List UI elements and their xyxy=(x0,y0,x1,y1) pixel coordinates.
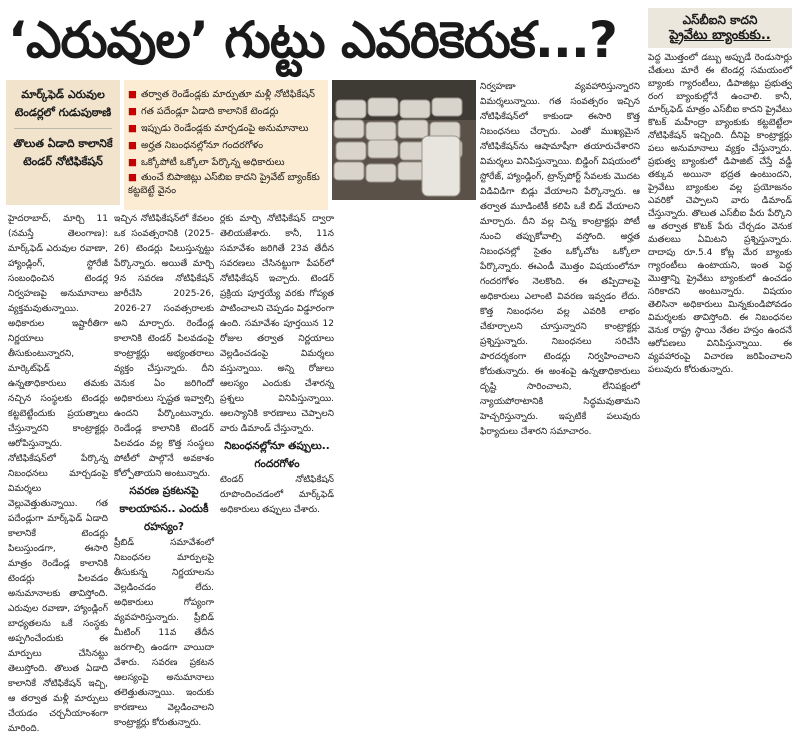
sidebar-article xyxy=(648,8,792,502)
headline: ‘ఎరువుల’ గుట్టు ఎవరికెరుక...? xyxy=(8,11,617,69)
kicker-divider xyxy=(14,128,112,129)
highlight-item xyxy=(128,103,324,120)
highlight-item xyxy=(128,120,324,137)
highlight-item xyxy=(128,171,324,197)
highlight-item xyxy=(128,154,324,171)
sidebar-body: పెద్ద మొత్తంలో డబ్బు అప్పుడే రెండుసార్లు చేతులు మారే ఈ టెండర్ల సమయంలో బ్యాంకు గ్యారంటీలు, డిపాజిట్లు ప్రభుత్వ రంగ బ్యాంకుల్లోనే ఉంచాలి. కానీ, మార్క్‌ఫెడ్ మాత్రం ఎస్‌బీఐ కాదని ప్రైవేటు కొటక్ మహీంద్రా బ్యాంకుకు కట్టబెట్టేలా నోటిఫికేషన్ ఇచ్చింది. దీనిపై కాంట్రాక్టర్లు పలు అనుమానాలు వ్యక్తం చేస్తున్నారు. ప్రభుత్వ బ్యాంకులో డిపాజిట్ చేస్తే వడ్డీ తక్కువ అయినా భద్రత ఉంటుందని, ప్రైవేటు బ్యాంకుల వల్ల ప్రయోజనం ఎవరికో చెప్పాలని వారు డిమాండ్ చేస్తున్నారు. తొలుత ఎస్‌బీఐ పేరు పేర్కొని ఆ తర్వాత కొటక్ పేరు చేర్చడం వెనుక మతలబు ఏమిటని ప్రశ్నిస్తున్నారు. దాదాపు రూ.5.4 కోట్ల మేర బ్యాంకు గ్యారంటీలు ఉంటాయని, ఇంత పెద్ద మొత్తాన్ని ప్రైవేటు బ్యాంకులో ఉంచడం సరికాదని అంటున్నారు. విషయం తెలిసినా అధికారులు మిన్నకుండిపోవడం విమర్శలకు తావిస్తోంది. ఈ నిబంధనల వెనుక రాష్ట్ర స్థాయి నేతల హస్తం ఉందనే ఆరోపణలు వినిపిస్తున్నాయి. ఈ వ్యవహారంపై విచారణ జరిపించాలని పలువురు కోరుతున్నారు. xyxy=(648,53,792,375)
highlight-text: గత పదేండ్లూ ఏడాది కాలానికే టెండర్లు xyxy=(140,106,279,117)
bullet-icon: ■ xyxy=(128,106,137,117)
bullet-icon: ■ xyxy=(128,172,137,183)
column-2-text: ఇచ్చిన నోటిఫికేషన్‌లో కేవలం ఒక సంవత్సరానికి (2025-26) టెండర్లు పిలుస్తున్నట్టు పేర్కొన్నారు. అయితే మార్చి 9న సవరణ నోటిఫికేషన్ జారీచేసి 2025-26, 2026-27 సంవత్సరాలకు అని మార్చారు. రెండేండ్ల కాలానికి టెండర్ పిలవడంపై కాంట్రాక్టర్లు అభ్యంతరాలు వ్యక్తం చేస్తున్నారు. దీని వెనుక ఏం జరిగిందో అధికారులు స్పష్టత ఇవ్వాల్సి ఉందని పేర్కొంటున్నారు. రెండేండ్ల కాలానికి టెండర్ పిలవడం వల్ల కొత్త సంస్థలు పోటీలో పాల్గొనే అవకాశం కోల్పోతాయని అంటున్నారు. xyxy=(114,214,214,479)
highlight-text: ఇప్పుడు రెండేండ్లకు మార్చడంపై అనుమానాలు xyxy=(140,123,309,134)
article-column-1: హైదరాబాద్, మార్చి 11 (నమస్తే తెలంగాణ): మార్క్‌ఫెడ్ ఎరువుల రవాణా, హ్యాండ్లింగ్, స్టోరేజీ సంబంధించిన టెండర్ల నిర్వహణపై అనుమానాలు వ్యక్తమవుతున్నాయి. అధికారుల ఇష్టారీతిగా నిర్ణయాలు తీసుకుంటున్నారని, మార్కెట్‌ఫెడ్ ఉన్నతాధికారులు తమకు నచ్చిన సంస్థలకు టెండర్లు కట్టబెట్టేందుకు ప్రయత్నాలు చేస్తున్నారని కాంట్రాక్టర్లు ఆరోపిస్తున్నారు. నోటిఫికేషన్‌లో పేర్కొన్న నిబంధనలు మార్చడంపై విమర్శలు వెల్లువెత్తుతున్నాయి. గత పదేండ్లుగా మార్క్‌ఫెడ్ ఏడాది కాలానికే టెండర్లు పిలుస్తుండగా, ఈసారి మాత్రం రెండేండ్ల కాలానికి టెండర్లు పిలవడం అనుమానాలకు తావిస్తోంది. ఎరువుల రవాణా, హ్యాండ్లింగ్ బాధ్యతలను ఒకే సంస్థకు అప్పగించేందుకు ఈ మార్పులు చేసినట్టు తెలుస్తోంది. తొలుత ఏడాది కాలానికే నోటిఫికేషన్ ఇచ్చి, ఆ తర్వాత మళ్లీ మార్పులు చేయడం చర్చనీయాంశంగా మారింది. xyxy=(8,214,108,734)
sidebar-title-1: ఎస్‌బీఐని కాదని xyxy=(682,13,758,27)
highlight-item xyxy=(128,137,324,154)
article-column-4: నిర్వహణా వ్యవహారిస్తున్నారని విమర్శలున్నాయి. గత సంవత్సరం ఇచ్చిన నోటిఫికేషన్‌లో కాకుండా ఈసారి కొత్త నిబంధనలు చేర్చారు. ఎంతో ముఖ్యమైన నోటిఫికేషన్‌ను ఆషామాషీగా తయారుచేశారని విమర్శలు వినిపిస్తున్నాయి. బిడ్డింగ్ విషయంలో స్టోరేజ్, హ్యాండ్లింగ్, ట్రాన్స్‌పోర్ట్ సేవలకు మొదట విడివిడిగా బిడ్లు వేయాలని పేర్కొన్నారు. ఆ తర్వాత మూడింటికీ కలిపి ఒకే బిడ్ వేయాలని మార్చారు. దీని వల్ల చిన్న కాంట్రాక్టర్లు పోటీ నుంచి తప్పుకోవాల్సి వస్తోంది. అర్హత నిబంధనల్లో సైతం ఒక్కోచోట ఒక్కోలా పేర్కొన్నారు. ఈఎండీ మొత్తం విషయంలోనూ గందరగోళం నెలకొంది. ఈ తప్పిదాలపై అధికారులు ఎలాంటి వివరణ ఇవ్వడం లేదు. కొత్త నిబంధనల వల్ల ఎవరికి లాభం చేకూర్చాలని చూస్తున్నారని కాంట్రాక్టర్లు ప్రశ్నిస్తున్నారు. నిబంధనలు సరిచేసి పారదర్శకంగా టెండర్లు నిర్వహించాలని కోరుతున్నారు. ఈ అంశంపై ఉన్నతాధికారులు దృష్టి సారించాలని, లేనిపక్షంలో న్యాయపోరాటానికి సిద్ధమవుతామని హెచ్చరిస్తున్నారు. ఇప్పటికే పలువురు ఫిర్యాదులు చేశారని సమాచారం. xyxy=(480,82,640,437)
bullet-icon: ■ xyxy=(128,157,137,168)
bullet-icon: ■ xyxy=(128,89,137,100)
bullet-icon: ■ xyxy=(128,140,137,151)
bullet-icon: ■ xyxy=(128,123,137,134)
column-3-text: ర్లకు మార్చి నోటిఫికేషన్ ద్వారా తెలియజేశారు. కానీ, 11న సమావేశం జరిగితే 23వ తేదీన సవరణలు చేసినట్టుగా పేపర్‌లో నోటిఫికేషన్ ఇచ్చారు. టెండర్ ప్రక్రియ పూర్తయ్యే వరకు గోప్యత పాటించాలని చెప్పడం విడ్డూరంగా ఉంది. సమావేశం పూర్తయిన 12 రోజుల తర్వాత నిర్ణయాలు వెల్లడించడంపై విమర్శలు వస్తున్నాయి. అన్ని రోజులు ఆలస్యం ఎందుకు చేశారన్న ప్రశ్నలు వినిపిస్తున్నాయి. ఆలస్యానికి కారణాలు చెప్పాలని వారు డిమాండ్ చేస్తున్నారు. xyxy=(220,214,334,434)
highlight-text: ఒక్కోపోటీ ఒక్కోలా పేర్కొన్న అధికారులు xyxy=(140,157,285,168)
column-2b-text: ప్రీబిడ్ సమావేశంలో నిబంధనల మార్పులపై తీసుకున్న నిర్ణయాలను వెల్లడించడం లేదు. అధికారులు గోప్యంగా వ్యవహరిస్తున్నారు. ప్రీబిడ్ మీటింగ్ 11వ తేదీన జరగాల్సి ఉండగా వాయిదా వేశారు. సవరణ ప్రకటన ఆలస్యంపై అనుమానాలు తలెత్తుతున్నాయి. ఇందుకు కారణాలు వెల్లడించాలని కాంట్రాక్టర్లు కోరుతున్నారు. xyxy=(114,538,214,728)
article-column-2 xyxy=(114,212,214,728)
subheading-errors: నిబంధనల్లోనూ తప్పులు.. గందరగోళం xyxy=(224,440,330,470)
highlight-text: తుంచే బిపాజిట్లు ఎస్‌బిఐ కాదని ప్రైవేట్ బ్యాంక్‌కు కట్టబెట్టే వైనం xyxy=(128,172,320,196)
subheading-revision: సవరణ ప్రకటనపై కాలయాపన.. ఎందుకీ రహస్యం? xyxy=(119,485,209,533)
kicker-line-2: తొలుత ఏడాది కాలానికే టెండర్ నోటిఫికేషన్ xyxy=(13,137,113,168)
column-3b-text: టెండర్ నోటిఫికేషన్ రూపొందించడంలో మార్క్‌ఫెడ్ అధికారులు తప్పులు చేశారు. xyxy=(220,475,334,515)
highlight-item xyxy=(128,86,324,103)
highlights-box xyxy=(124,80,328,210)
highlight-text: అర్హత నిబంధనల్లోనూ గందరగోళం xyxy=(140,140,264,151)
fertilizer-sacks-photo xyxy=(332,80,476,200)
kicker-line-1: మార్క్‌ఫెడ్ ఎరువుల టెండర్లలో గుడుపుఠాణి xyxy=(14,88,112,119)
sidebar-title-2: ప్రైవేటు బ్యాంకుకు.. xyxy=(669,28,771,43)
highlight-text: తర్వాత రెండేండ్లకు మార్పుతూ మళ్లీ నోటిఫికేషన్ xyxy=(140,89,315,100)
article-column-3 xyxy=(220,212,334,515)
kicker-box xyxy=(6,80,120,205)
sidebar-heading xyxy=(648,8,792,48)
